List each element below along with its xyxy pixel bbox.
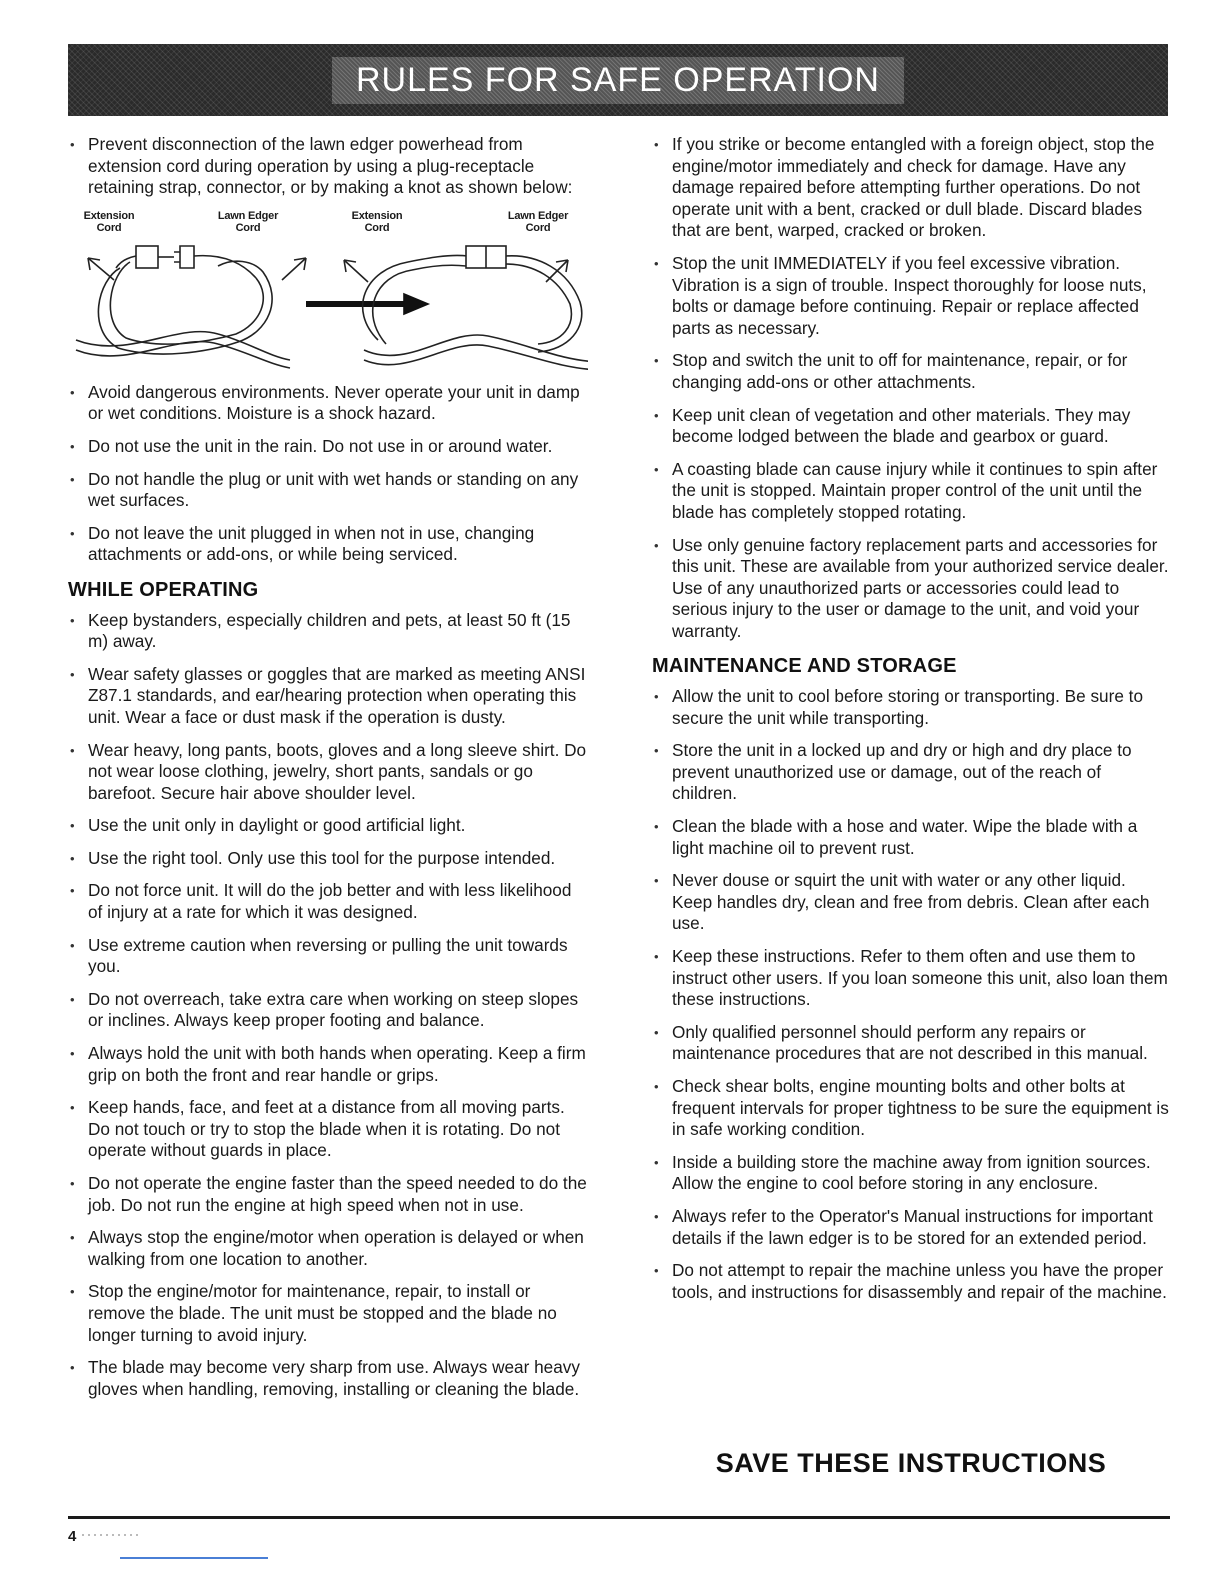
list-item: • The blade may become very sharp from use. Always wear heavy gloves when handling, removing, installing or cleaning the blade.	[68, 1357, 588, 1400]
list-item: • Always stop the engine/motor when operation is delayed or when walking from one location to another.	[68, 1227, 588, 1270]
general-rules-list	[68, 382, 588, 566]
diagram-label-extension-cord-1: Extension Cord	[83, 209, 135, 234]
left-column	[68, 134, 588, 1411]
list-item: • Keep unit clean of vegetation and other materials. They may become lodged between the blade and gearbox or guard.	[652, 405, 1170, 448]
diagram-label-lawn-edger-cord-1: Lawn Edger Cord	[217, 209, 279, 234]
list-item: • Prevent disconnection of the lawn edger powerhead from extension cord during operation by using a plug-receptacle retaining strap, connector, or by making a knot as shown below:	[68, 134, 588, 199]
list-item: • Store the unit in a locked up and dry or high and dry place to prevent unauthorized use or damage, out of the reach of children.	[652, 740, 1170, 805]
list-item: • Use only genuine factory replacement parts and accessories for this unit. These are available from your authorized service dealer. Use of any unauthorized parts or accessories could lead to serious injury to the user or damage to the unit, and void your warranty.	[652, 535, 1170, 643]
list-item: • Do not force unit. It will do the job better and with less likelihood of injury at a rate for which it was designed.	[68, 880, 588, 923]
list-item: • Do not use the unit in the rain. Do not use in or around water.	[68, 436, 588, 458]
while-operating-heading: WHILE OPERATING	[68, 578, 259, 601]
list-item: • Use the right tool. Only use this tool for the purpose intended.	[68, 848, 588, 870]
list-item: • Do not overreach, take extra care when working on steep slopes or inclines. Always keep proper footing and balance.	[68, 989, 588, 1032]
list-item: • A coasting blade can cause injury while it continues to spin after the unit is stopped. Maintain proper control of the unit until the blade has completely stopped rotating.	[652, 459, 1170, 524]
save-instructions-title: SAVE THESE INSTRUCTIONS	[715, 1448, 1107, 1478]
list-item: • Keep hands, face, and feet at a distance from all moving parts. Do not touch or try to stop the blade when it is rotating. Do not operate without guards in place.	[68, 1097, 588, 1162]
title-banner-inner	[332, 57, 904, 104]
list-item: • Keep these instructions. Refer to them often and use them to instruct other users. If you loan someone this unit, also loan them these instructions.	[652, 946, 1170, 1011]
list-item: • Keep bystanders, especially children and pets, at least 50 ft (15 m) away.	[68, 610, 588, 653]
list-item: • Clean the blade with a hose and water. Wipe the blade with a light machine oil to prevent rust.	[652, 816, 1170, 859]
list-item: • Do not operate the engine faster than the speed needed to do the job. Do not run the engine at high speed when not in use.	[68, 1173, 588, 1216]
list-item: • Wear heavy, long pants, boots, gloves and a long sleeve shirt. Do not wear loose clothing, jewelry, short pants, sandals or go barefoot. Secure hair above shoulder level.	[68, 740, 588, 805]
page-title: RULES FOR SAFE OPERATION	[355, 60, 880, 99]
list-item: • Do not attempt to repair the machine unless you have the proper tools, and instructions for disassembly and repair of the machine.	[652, 1260, 1170, 1303]
list-item: • Never douse or squirt the unit with water or any other liquid. Keep handles dry, clean and free from debris. Clean after each use.	[652, 870, 1170, 935]
diagram-label-extension-cord-2: Extension Cord	[351, 209, 403, 234]
maintenance-storage-list	[652, 686, 1170, 1303]
list-item: • Use extreme caution when reversing or pulling the unit towards you.	[68, 935, 588, 978]
title-banner	[68, 44, 1168, 116]
page-number: 4	[68, 1528, 77, 1545]
list-item: • Stop the unit IMMEDIATELY if you feel excessive vibration. Vibration is a sign of trouble. Inspect thoroughly for loose nuts, bolts or damage before continuing. Repair or replace affected parts as necessary.	[652, 253, 1170, 339]
diagram-label-lawn-edger-cord-2: Lawn Edger Cord	[507, 209, 569, 234]
list-item: • Always hold the unit with both hands when operating. Keep a firm grip on both the front and rear handle or grips.	[68, 1043, 588, 1086]
footer-dots	[82, 1534, 142, 1536]
list-item: • Wear safety glasses or goggles that are marked as meeting ANSI Z87.1 standards, and ear/hearing protection when operating this unit. Wear a face or dust mask if the operation is dusty.	[68, 664, 588, 729]
while-operating-list	[68, 610, 588, 1401]
operation-rules-list	[652, 134, 1170, 642]
list-item: • Allow the unit to cool before storing or transporting. Be sure to secure the unit while transporting.	[652, 686, 1170, 729]
maintenance-storage-heading: MAINTENANCE AND STORAGE	[652, 655, 957, 678]
list-item: • Always refer to the Operator's Manual instructions for important details if the lawn edger is to be stored for an extended period.	[652, 1206, 1170, 1249]
list-item: • Avoid dangerous environments. Never operate your unit in damp or wet conditions. Moisture is a shock hazard.	[68, 382, 588, 425]
list-item: • Check shear bolts, engine mounting bolts and other bolts at frequent intervals for proper tightness to be sure the equipment is in safe working condition.	[652, 1076, 1170, 1141]
footer-rule	[68, 1516, 1170, 1519]
list-item: • Stop and switch the unit to off for maintenance, repair, or for changing add-ons or other attachments.	[652, 350, 1170, 393]
list-item: • If you strike or become entangled with a foreign object, stop the engine/motor immediately and check for damage. Have any damage repaired before attempting further operations. Do not operate unit with a bent, cracked or dull blade. Discard blades that are bent, warped, cracked or broken.	[652, 134, 1170, 242]
cord-knot-illustration	[68, 210, 588, 370]
blue-rule	[120, 1557, 268, 1559]
list-item: • Stop the engine/motor for maintenance, repair, to install or remove the blade. The unit must be stopped and the blade no longer turning to avoid injury.	[68, 1281, 588, 1346]
list-item: • Do not leave the unit plugged in when not in use, changing attachments or add-ons, or while being serviced.	[68, 523, 588, 566]
list-item: • Do not handle the plug or unit with wet hands or standing on any wet surfaces.	[68, 469, 588, 512]
list-item: • Inside a building store the machine away from ignition sources. Allow the engine to cool before storing in any enclosure.	[652, 1152, 1170, 1195]
right-column	[652, 134, 1170, 1314]
list-item: • Use the unit only in daylight or good artificial light.	[68, 815, 588, 837]
list-item: • Only qualified personnel should perform any repairs or maintenance procedures that are not described in this manual.	[652, 1022, 1170, 1065]
intro-list	[68, 134, 588, 199]
cord-knot-diagram	[68, 210, 588, 370]
